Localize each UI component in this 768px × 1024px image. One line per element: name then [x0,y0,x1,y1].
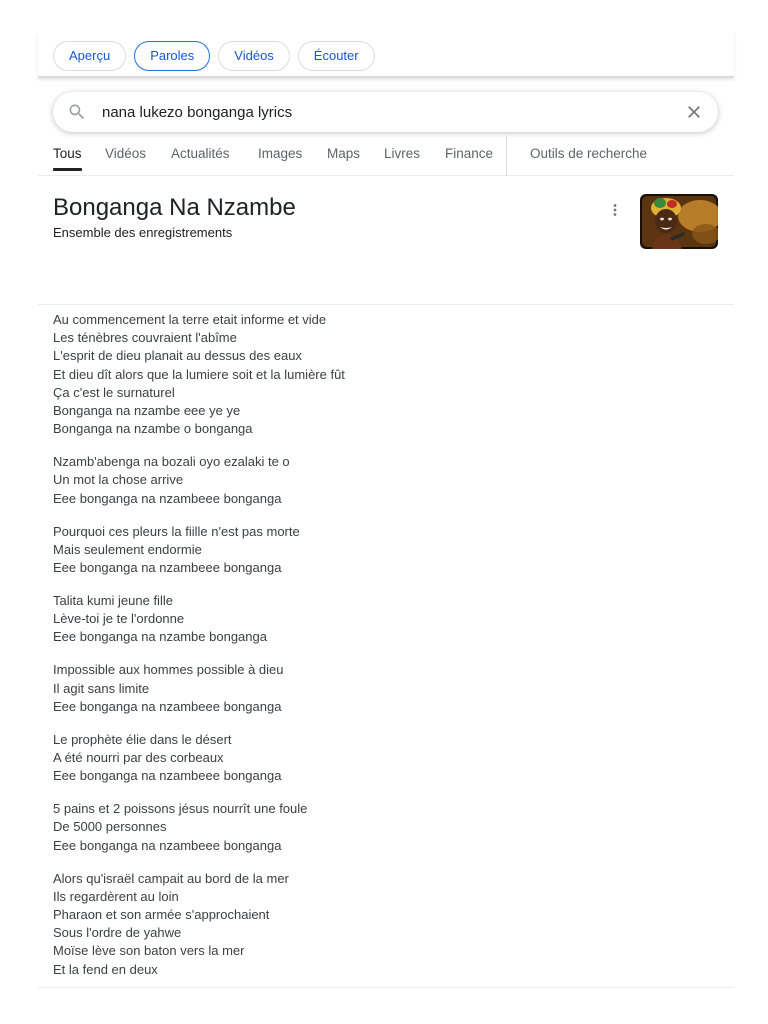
lyrics-body [53,311,693,994]
divider [38,304,734,305]
lyric-line: Bonganga na nzambe eee ye ye [53,403,241,419]
lyric-line: Talita kumi jeune fille [53,593,173,609]
lyric-line: Le prophète élie dans le désert [53,731,232,747]
lyric-line: Bonganga na nzambe o bonganga [53,421,253,437]
lyric-line: Un mot la chose arrive [53,472,184,488]
lyrics-stanza [53,800,693,855]
tabs-divider [506,134,507,176]
lyrics-panel-header [38,32,734,78]
lyric-line: L'esprit de dieu planait au dessus des eaux [53,348,302,364]
tab-outils-de-recherche[interactable]: Outils de recherche [530,146,648,161]
lyrics-stanza [53,311,693,438]
chip-bar [53,41,375,71]
lyric-line: Ils regardèrent au loin [53,888,179,904]
chip-ecouter[interactable]: Écouter [298,41,375,71]
lyric-line: Eee bonganga na nzambeee bonganga [53,490,282,506]
tab-actualites[interactable]: Actualités [171,146,230,161]
lyric-line: Nzamb'abenga na bozali oyo ezalaki te o [53,454,290,470]
search-tabs [38,134,734,176]
lyric-line: Alors qu'israël campait au bord de la mer [53,870,289,886]
chip-apercu[interactable]: Aperçu [53,41,126,71]
lyric-line: Eee bonganga na nzambeee bonganga [53,837,282,853]
tab-maps[interactable]: Maps [327,146,361,161]
artist-thumbnail[interactable] [640,194,718,249]
tab-tous[interactable]: Tous [53,146,82,161]
result-title: Bonganga Na Nzambe [53,194,296,221]
divider [38,987,734,988]
lyrics-stanza [53,592,693,647]
lyric-line: Moïse lève son baton vers la mer [53,943,245,959]
lyric-line: Eee bonganga na nzambe bonganga [53,629,267,645]
lyric-line: Eee bonganga na nzambeee bonganga [53,698,282,714]
tab-images[interactable]: Images [258,146,303,161]
lyric-line: Pharaon et son armée s'approchaient [53,907,270,923]
chip-paroles[interactable]: Paroles [134,41,210,71]
lyric-line: Pourquoi ces pleurs la fiille n'est pas morte [53,523,300,539]
lyrics-stanza [53,870,693,979]
lyric-line: Impossible aux hommes possible à dieu [53,662,284,678]
lyric-line: Eee bonganga na nzambeee bonganga [53,768,282,784]
lyric-line: De 5000 personnes [53,819,167,835]
lyric-line: Eee bonganga na nzambeee bonganga [53,560,282,576]
lyric-line: Les ténèbres couvraient l'abîme [53,330,237,346]
tab-livres[interactable]: Livres [384,146,421,161]
lyric-line: 5 pains et 2 poissons jésus nourrît une foule [53,801,308,817]
lyrics-stanza [53,661,693,716]
lyrics-stanza [53,731,693,786]
lyric-line: Il agit sans limite [53,680,150,696]
lyrics-stanza [53,523,693,578]
tab-videos[interactable]: Vidéos [105,146,147,161]
lyric-line: Et dieu dît alors que la lumiere soit et la lumière fût [53,366,345,382]
search-input[interactable] [102,92,662,132]
lyric-line: Mais seulement endormie [53,541,202,557]
close-icon[interactable] [684,102,704,122]
tab-finance[interactable]: Finance [445,146,494,161]
lyrics-stanza [53,453,693,508]
lyric-line: Ça c'est le surnaturel [53,384,175,400]
search-icon[interactable] [67,102,87,122]
lyric-line: Sous l'ordre de yahwe [53,925,182,941]
more-vert-icon[interactable] [608,202,622,218]
chip-videos[interactable]: Vidéos [218,41,290,71]
result-subtitle: Ensemble des enregistrements [53,225,233,240]
lyric-line: A été nourri par des corbeaux [53,750,224,766]
lyric-line: Lève-toi je te l'ordonne [53,611,185,627]
search-box[interactable] [53,92,718,132]
lyric-line: Et la fend en deux [53,961,158,977]
lyric-line: Au commencement la terre etait informe et vide [53,312,327,327]
